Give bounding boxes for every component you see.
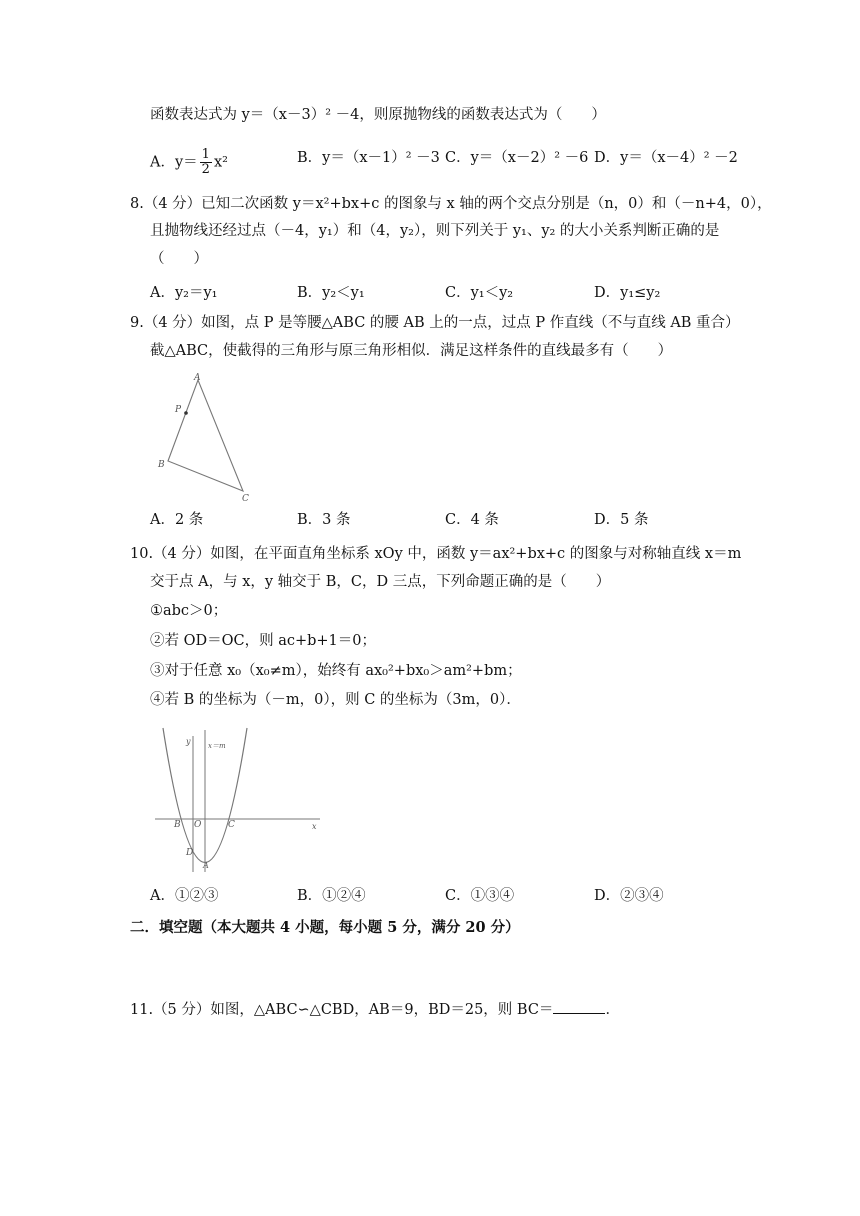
- q9-option-a: A．2 条: [150, 512, 204, 528]
- q8-option-c: C．y₁＜y₂: [445, 285, 514, 301]
- q8-option-b: B．y₂＜y₁: [297, 285, 365, 301]
- q9-option-b: B．3 条: [297, 512, 351, 528]
- label-x-equals-m: x＝m: [208, 742, 226, 750]
- label-b: B: [158, 460, 165, 470]
- label-p: P: [175, 405, 182, 415]
- q10-option-b: B．①②④: [297, 888, 366, 904]
- q8-option-d: D．y₁≤y₂: [594, 285, 661, 301]
- q8-line-3: （ ）: [150, 251, 208, 267]
- triangle-abc: [168, 380, 243, 491]
- label-a: A: [194, 373, 201, 383]
- label-x: x: [312, 822, 317, 831]
- label-c: C: [228, 820, 235, 830]
- q7-option-b: B．y＝（x－1）² －3: [297, 150, 440, 166]
- q11-suffix: ．: [605, 1002, 620, 1018]
- q9-line-2: 截△ABC，使截得的三角形与原三角形相似．满足这样条件的直线最多有（ ）: [150, 343, 673, 359]
- label-o: O: [194, 820, 202, 830]
- q10-statement-2: ②若 OD＝OC，则 ac+b+1＝0；: [150, 633, 377, 649]
- q10-option-a: A．①②③: [150, 888, 219, 904]
- q7-option-a: [150, 148, 228, 177]
- q9-option-c: C．4 条: [445, 512, 499, 528]
- q9-line-1: 9.（4 分）如图，点 P 是等腰△ABC 的腰 AB 上的一点，过点 P 作直线（不与直线 AB 重合）: [130, 315, 740, 331]
- q10-line-1: 10.（4 分）如图，在平面直角坐标系 xOy 中，函数 y＝ax²+bx+c 的图象与对称轴直线 x＝m: [130, 546, 742, 562]
- fraction-numerator: 1: [201, 147, 210, 162]
- q8-option-a: A．y₂＝y₁: [150, 285, 218, 301]
- point-p: [184, 411, 188, 415]
- q10-line-2: 交于点 A，与 x，y 轴交于 B，C，D 三点，下列命题正确的是（ ）: [150, 574, 611, 590]
- section-2-heading: 二．填空题（本大题共 4 小题，每小题 5 分，满分 20 分）: [130, 919, 520, 936]
- fraction-denominator: 2: [201, 162, 210, 177]
- q7-option-c: C．y＝（x－2）² －6: [445, 150, 589, 166]
- q9-triangle-figure: [150, 368, 260, 504]
- q10-statement-1: ①abc＞0；: [150, 603, 228, 619]
- q7-option-d: D．y＝（x－4）² －2: [594, 150, 738, 166]
- q10-option-d: D．②③④: [594, 888, 664, 904]
- q10-statement-3: ③对于任意 x₀（x₀≠m），始终有 ax₀²+bx₀＞am²+bm；: [150, 663, 522, 679]
- q7-option-a-prefix: A．y＝: [150, 154, 198, 171]
- label-a: A: [203, 861, 209, 870]
- q7-option-a-suffix: x²: [213, 154, 228, 171]
- q9-option-d: D．5 条: [594, 512, 649, 528]
- label-d: D: [186, 848, 194, 858]
- q8-line-1: 8.（4 分）已知二次函数 y＝x²+bx+c 的图象与 x 轴的两个交点分别是（n，0）和（－n+4，0），: [130, 196, 772, 212]
- q11-answer-blank: [553, 999, 605, 1014]
- q10-parabola-figure: [150, 722, 330, 878]
- q11-prefix: 11.（5 分）如图，△ABC∽△CBD，AB＝9，BD＝25，则 BC＝: [130, 1002, 554, 1018]
- q11-line: [130, 999, 620, 1020]
- q7-option-a-fraction: [200, 148, 212, 177]
- label-y: y: [186, 737, 191, 746]
- q10-option-c: C．①③④: [445, 888, 515, 904]
- q8-line-2: 且抛物线还经过点（－4，y₁）和（4，y₂），则下列关于 y₁、y₂ 的大小关系判断正确的是: [150, 223, 720, 239]
- q7-continuation-line: 函数表达式为 y＝（x－3）² －4，则原抛物线的函数表达式为（ ）: [150, 107, 606, 123]
- label-c: C: [242, 494, 249, 504]
- label-b: B: [174, 820, 181, 830]
- q10-statement-4: ④若 B 的坐标为（－m，0），则 C 的坐标为（3m，0）．: [150, 692, 521, 708]
